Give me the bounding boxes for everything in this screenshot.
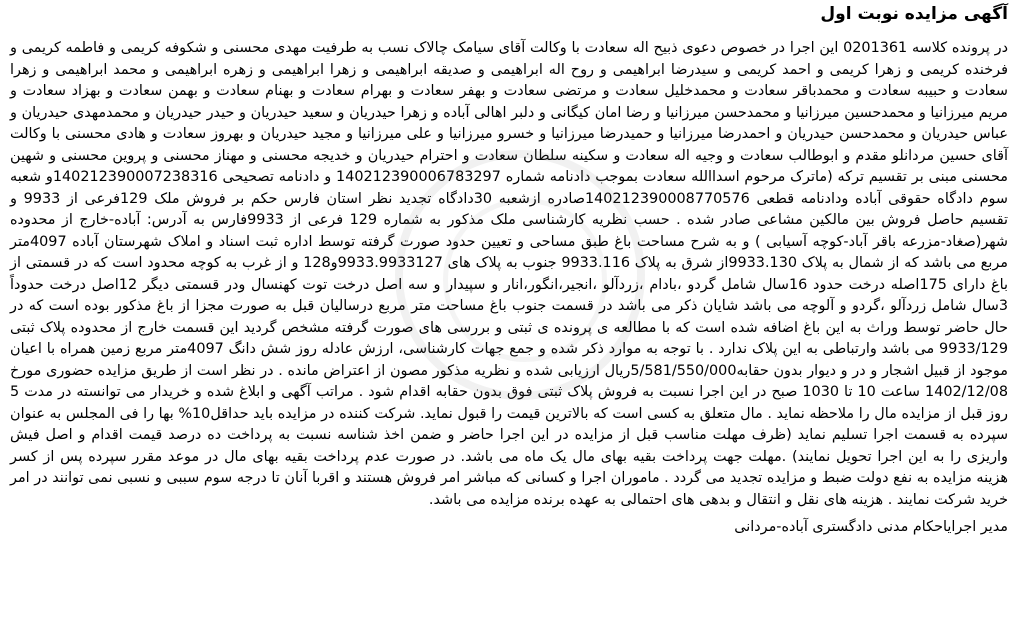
notice-title: آگهی مزایده نوبت اول	[820, 4, 1008, 24]
notice-signature: مدیر اجرایاحکام مدنی دادگستری آباده-مردانی	[734, 519, 1008, 535]
notice-body: در پرونده کلاسه 0201361 این اجرا در خصوص دعوی ذبیح اله سعادت با وکالت آقای سیامک چالاک نسب به طرفیت مهدی محسنی و شکوفه کریمی و فاطمه کریمی و فرخنده کریمی و زهرا کریمی و احمد کریمی و سیدرضا ابراهیمی و روح اله ابراهیمی و صدیقه ابراهیمی و زهرا ابراهیمی و زهره ابراهیمی و محمد ابراهیمی و زهرا سعادت و حبیبه سعادت و محمدباقر سعادت و محمدخلیل سعادت و مرتضی سعادت و بهفر سعادت و بهرام سعادت و بهنام سعادت و بهمن سعادت و بهزاد سعادت و مریم میرزانیا و محمدحسین میرزانیا و محمدحسن میرزانیا و رضا امان کیگانی و دلبر اهالی آباده و زهرا حیدریان و سعید حیدریان و حیدر حیدریان و محمدمهدی حیدریان و عباس حیدریان و محمدحسن حیدریان و احمدرضا میرزانیا و حمیدرضا میرزانیا و خسرو میرزانیا و علی میرزانیا و مجید حیدریان و بهروز سعادت و هادی محسنی با وکالت آقای حسین مردانلو مقدم و ابوطالب سعادت و وجیه اله سعادت و سکینه سلطان سعادت و احترام حیدریان و خدیجه محسنی و مهناز محسنی و پروین محسنی و شهین محسنی مبنی بر تقسیم ترکه (ماترک مرحوم اسداالله سعادت بموجب دادنامه شماره 140212390006783297 و دادنامه تصحیحی 140212390007238316و شعبه سوم دادگاه حقوقی آباده ودادنامه قطعی 140212390008770576صادره ازشعبه 30دادگاه تجدید نظر استان فارس حکم بر فروش ملک 129فرعی از 9933 و تقسیم حاصل فروش بین مالکین مشاعی صادر شده . حسب نظریه کارشناسی ملک مذکور به شماره 129 فرعی از 9933فارس به آدرس: آباده-خارج از محدوده شهر(صغاد-مزرعه باقر آباد-کوچه آسیابی ) و به شرح مساحت باغ طبق مساحی و تعیین حدود صورت گرفته توسط اداره ثبت اسناد و املاک شهرستان آباده 4097متر مربع می باشد که از شمال به پلاک 9933.130از شرق به پلاک 9933.116 جنوب به پلاک های 9933.9933127و128 و از غرب به کوچه محدود است که در قسمتی از باغ دارای 175اصله درخت حدود 16سال شامل گردو ،بادام ،زردآلو ،انجیر،انگور،انار و سپیدار و سه اصل درخت توت کهنسال ودر قسمتی دیگر 12اصل درخت حدوداً 3سال شامل زردآلو ،گردو و آلوچه می باشد شایان ذکر می باشد در قسمت جنوب باغ مساحت متر مربع درسالیان قبل به صورت مجزا از باغ مذکور بوده است که در حال حاضر توسط وراث به این باغ اضافه شده است که با مطالعه ی پرونده ی ثبتی و بررسی های صورت گرفته مشخص گردید این قسمت خارج از محدوده پلاک ثبتی 9933/129 می باشد وارتباطی به این پلاک ندارد . با توجه به موارد ذکر شده و جمع جهات کارشناسی، ارزش عادله روز شش دانگ 4097متر مربع زمین همراه با اعیان موجود از قبیل اشجار و در و دیوار بدون حقابه5/581/550/000ریال ارزیابی شده و نظریه مذکور مصون از اعتراض مانده . در نظر است از طریق مزایده حضوری مورخ 1402/12/08 ساعت 10 تا 1030 صبح در این اجرا نسبت به فروش پلاک ثبتی فوق بدون حقابه اقدام شود . مراتب آگهی و ابلاغ شده و خریدار می توانسته در مدت 5 روز قبل از مزایده مال را ملاحظه نماید . مال متعلق به کسی است که بالاترین قیمت را قبول نماید. شرکت کننده در مزایده باید حداقل10% بها را فی المجلس به عنوان سپرده به قسمت اجرا تسلیم نماید (ظرف مهلت مناسب قبل از مزایده در این اجرا حاضر و ضمن اخذ شناسه نسبت به پرداخت ده درصد قیمت اقدام و اصل فیش واریزی را به این اجرا تحویل نمایند) .مهلت جهت پرداخت بقیه بهای مال یک ماه می باشد. در صورت عدم پرداخت بقیه بهای مال در موعد مقرر سپرده پس از کسر هزینه مزایده به نفع دولت ضبط و مزایده تجدید می گردد . ماموران اجرا و کسانی که مباشر امر فروش هستند و اقربا آنان تا درجه سوم سببی و نسبی نمی توانند در امر خرید شرکت نمایند . هزینه های نقل و انتقال و بدهی های احتمالی به عهده برنده مزایده می باشد.	[10, 40, 1009, 508]
